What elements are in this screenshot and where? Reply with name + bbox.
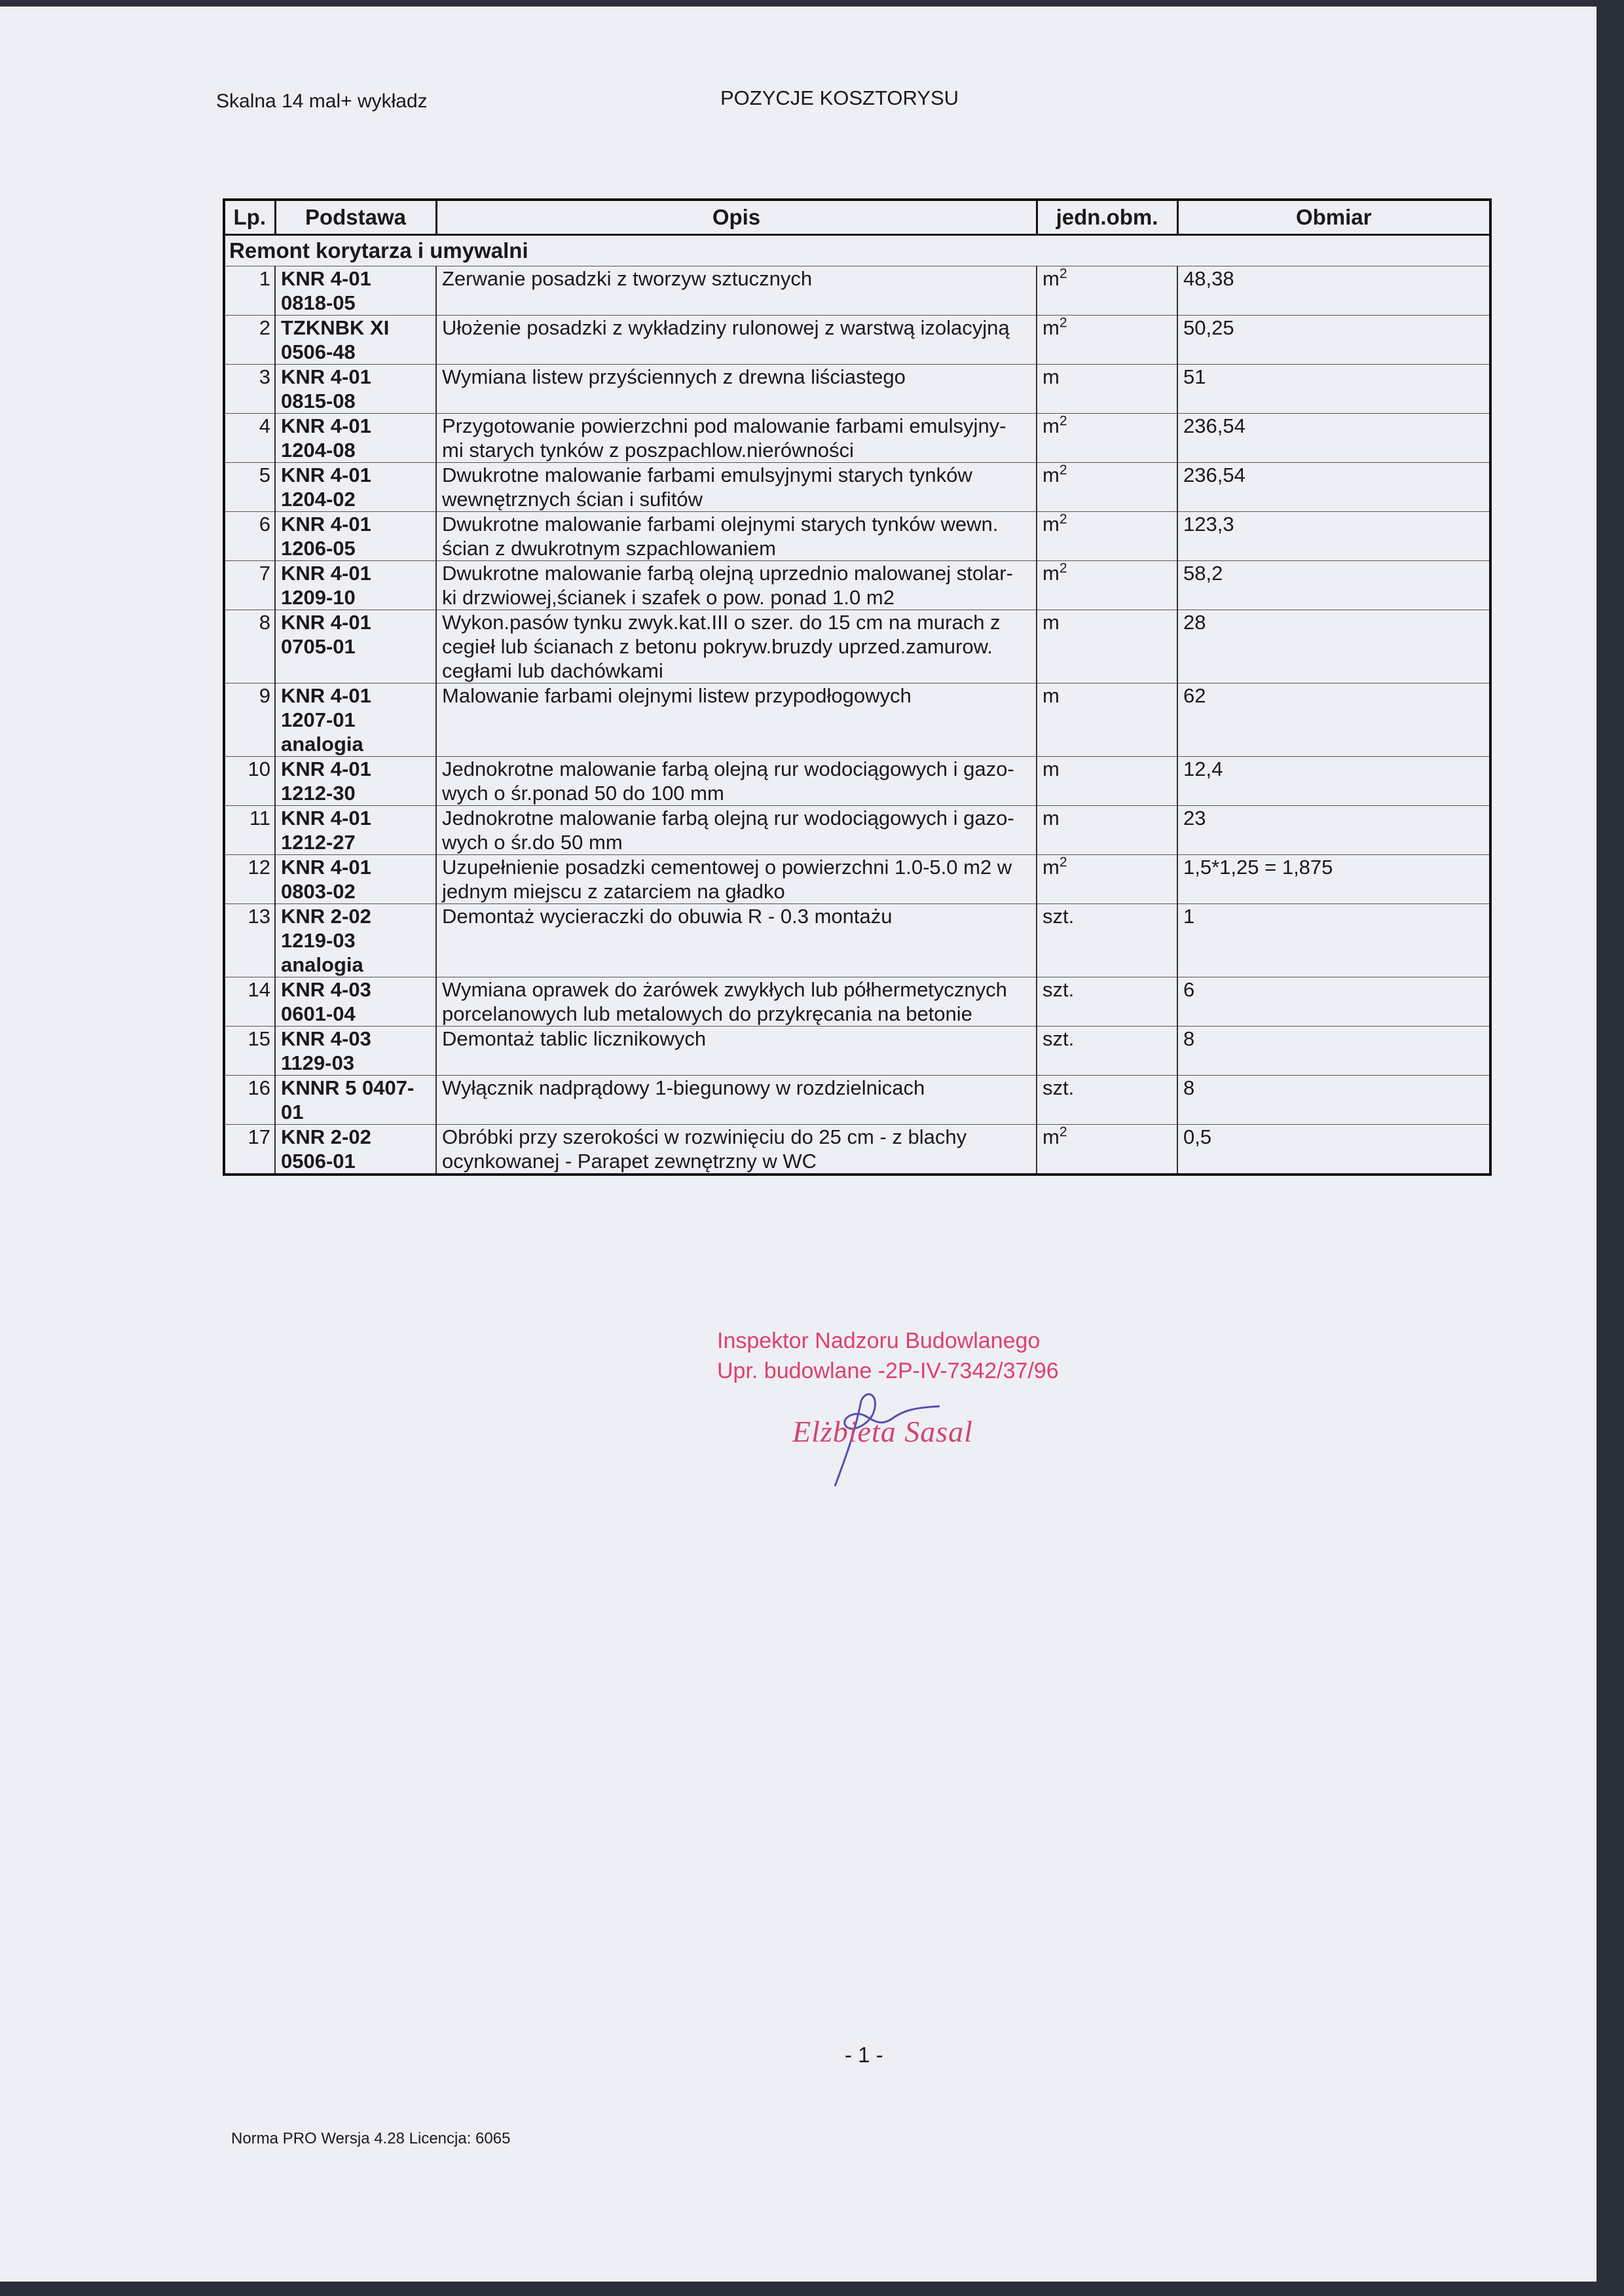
description-line: jednym miejscu z zatarciem na gładko (442, 880, 785, 903)
row-quantity: 28 (1177, 610, 1490, 683)
basis-line: 0506-48 (281, 340, 356, 363)
description-line: Demontaż tablic licznikowych (442, 1027, 707, 1050)
col-header-lp: Lp. (224, 200, 275, 235)
row-lp: 14 (224, 977, 275, 1027)
row-unit (1037, 904, 1177, 977)
description-line: Przygotowanie powierzchni pod malowanie farbami emulsyjny- (442, 414, 1006, 437)
row-description (436, 977, 1037, 1027)
document-page (0, 7, 1596, 2282)
row-basis (275, 855, 436, 904)
unit-text: m (1043, 1125, 1060, 1148)
row-unit (1037, 512, 1177, 561)
row-quantity: 23 (1177, 806, 1490, 855)
row-lp: 9 (224, 683, 275, 757)
basis-line: analogia (281, 733, 363, 756)
description-line: Wymiana oprawek do żarówek zwykłych lub półhermetycznych (442, 978, 1007, 1001)
row-description (436, 683, 1037, 757)
table-row (224, 561, 1490, 610)
basis-line: KNR 4-01 (281, 464, 371, 486)
unit-superscript: 2 (1059, 560, 1067, 576)
row-quantity: 123,3 (1177, 512, 1490, 561)
row-description (436, 463, 1037, 512)
row-description (436, 414, 1037, 463)
row-unit (1037, 266, 1177, 316)
basis-line: 1212-27 (281, 831, 356, 854)
table-row (224, 414, 1490, 463)
row-description (436, 855, 1037, 904)
row-description (436, 806, 1037, 855)
table-row (224, 683, 1490, 757)
table-row (224, 855, 1490, 904)
unit-text: m (1043, 316, 1060, 339)
row-quantity: 48,38 (1177, 266, 1490, 316)
unit-text: szt. (1043, 905, 1075, 928)
row-lp: 16 (224, 1076, 275, 1125)
basis-line: 0818-05 (281, 291, 356, 314)
row-lp: 10 (224, 757, 275, 806)
basis-line: 1129-03 (281, 1051, 355, 1074)
row-basis (275, 1027, 436, 1076)
row-lp: 12 (224, 855, 275, 904)
basis-line: KNR 4-01 (281, 414, 371, 437)
row-basis (275, 904, 436, 977)
row-quantity: 62 (1177, 683, 1490, 757)
basis-line: 0601-04 (281, 1002, 356, 1025)
unit-text: m (1043, 562, 1060, 585)
row-quantity: 8 (1177, 1076, 1490, 1125)
basis-line: KNR 4-01 (281, 757, 371, 780)
basis-line: 1204-08 (281, 439, 356, 462)
row-unit (1037, 1027, 1177, 1076)
table-row (224, 266, 1490, 316)
basis-line: KNR 4-01 (281, 562, 371, 585)
row-lp: 11 (224, 806, 275, 855)
row-lp: 13 (224, 904, 275, 977)
description-line: ścian z dwukrotnym szpachlowaniem (442, 537, 776, 560)
row-description (436, 1027, 1037, 1076)
estimate-name: Skalna 14 mal+ wykładz (216, 90, 428, 112)
row-lp: 2 (224, 316, 275, 365)
description-line: Dwukrotne malowanie farbą olejną uprzednio malowanej stolar- (442, 562, 1013, 585)
basis-line: KNR 2-02 (281, 1125, 371, 1148)
basis-line: 0815-08 (281, 390, 356, 412)
row-lp: 15 (224, 1027, 275, 1076)
row-unit (1037, 365, 1177, 414)
basis-line: 1204-02 (281, 488, 356, 511)
description-line: porcelanowych lub metalowych do przykręcania na betonie (442, 1002, 972, 1025)
table-row (224, 610, 1490, 683)
section-title: Remont korytarza i umywalni (224, 235, 1490, 266)
row-description (436, 904, 1037, 977)
row-lp: 3 (224, 365, 275, 414)
description-line: Wykon.pasów tynku zwyk.kat.III o szer. do 15 cm na murach z (442, 611, 1001, 634)
table-row (224, 512, 1490, 561)
description-line: wewnętrznych ścian i sufitów (442, 488, 703, 511)
unit-superscript: 2 (1059, 315, 1067, 331)
row-quantity: 236,54 (1177, 414, 1490, 463)
unit-superscript: 2 (1059, 462, 1067, 478)
unit-text: m (1043, 757, 1060, 780)
unit-superscript: 2 (1059, 266, 1067, 282)
basis-line: KNR 4-01 (281, 684, 371, 707)
description-line: Ułożenie posadzki z wykładziny rulonowej z warstwą izolacyjną (442, 316, 1010, 339)
table-row (224, 1125, 1490, 1175)
row-basis (275, 806, 436, 855)
basis-line: 0506-01 (281, 1150, 356, 1173)
table-row (224, 1076, 1490, 1125)
row-basis (275, 561, 436, 610)
row-lp: 17 (224, 1125, 275, 1175)
table-row (224, 904, 1490, 977)
row-lp: 5 (224, 463, 275, 512)
description-line: Malowanie farbami olejnymi listew przypodłogowych (442, 684, 912, 707)
unit-text: m (1043, 611, 1060, 634)
row-basis (275, 414, 436, 463)
basis-line: 0705-01 (281, 635, 356, 658)
document-title: POZYCJE KOSZTORYSU (720, 86, 959, 109)
description-line: Zerwanie posadzki z tworzyw sztucznych (442, 267, 813, 290)
row-basis (275, 977, 436, 1027)
basis-line: 01 (281, 1101, 304, 1123)
basis-line: 1209-10 (281, 586, 356, 609)
basis-line: KNR 4-01 (281, 513, 371, 536)
unit-superscript: 2 (1059, 511, 1067, 527)
row-basis (275, 610, 436, 683)
row-unit (1037, 1076, 1177, 1125)
row-unit (1037, 561, 1177, 610)
table-row (224, 1027, 1490, 1076)
row-quantity: 50,25 (1177, 316, 1490, 365)
row-description (436, 561, 1037, 610)
basis-line: KNR 4-01 (281, 856, 371, 879)
row-quantity: 1,5*1,25 = 1,875 (1177, 855, 1490, 904)
description-line: ocynkowanej - Parapet zewnętrzny w WC (442, 1150, 817, 1173)
table-row (224, 365, 1490, 414)
table-header-row (224, 200, 1490, 235)
row-unit (1037, 855, 1177, 904)
table-row (224, 977, 1490, 1027)
unit-superscript: 2 (1059, 1124, 1067, 1140)
col-header-quantity: Obmiar (1177, 200, 1490, 235)
row-quantity: 8 (1177, 1027, 1490, 1076)
cost-estimate-table (223, 198, 1492, 1176)
unit-text: m (1043, 684, 1060, 707)
row-quantity: 0,5 (1177, 1125, 1490, 1175)
row-quantity: 236,54 (1177, 463, 1490, 512)
row-description (436, 365, 1037, 414)
col-header-basis: Podstawa (275, 200, 436, 235)
basis-line: KNNR 5 0407- (281, 1076, 415, 1099)
section-row (224, 235, 1490, 266)
description-line: cegieł lub ścianach z betonu pokryw.bruzdy uprzed.zamurow. (442, 635, 993, 658)
row-lp: 7 (224, 561, 275, 610)
basis-line: KNR 4-01 (281, 807, 371, 829)
description-line: cegłami lub dachówkami (442, 659, 663, 682)
row-basis (275, 1076, 436, 1125)
row-quantity: 12,4 (1177, 757, 1490, 806)
basis-line: 1207-01 (281, 708, 356, 731)
row-description (436, 266, 1037, 316)
basis-line: KNR 2-02 (281, 905, 371, 928)
row-lp: 1 (224, 266, 275, 316)
unit-text: m (1043, 414, 1060, 437)
row-unit (1037, 1125, 1177, 1175)
description-line: Jednokrotne malowanie farbą olejną rur wodociągowych i gazo- (442, 807, 1014, 829)
row-lp: 6 (224, 512, 275, 561)
unit-text: m (1043, 807, 1060, 829)
row-basis (275, 757, 436, 806)
row-basis (275, 463, 436, 512)
unit-superscript: 2 (1059, 854, 1067, 870)
unit-text: m (1043, 464, 1060, 486)
row-basis (275, 266, 436, 316)
basis-line: analogia (281, 953, 363, 976)
stamp-signature-name: Elżbieta Sasal (792, 1415, 973, 1448)
row-description (436, 757, 1037, 806)
description-line: wych o śr.do 50 mm (442, 831, 623, 854)
row-unit (1037, 683, 1177, 757)
basis-line: TZKNBK XI (281, 316, 390, 339)
row-quantity: 6 (1177, 977, 1490, 1027)
description-line: Jednokrotne malowanie farbą olejną rur wodociągowych i gazo- (442, 757, 1014, 780)
row-lp: 4 (224, 414, 275, 463)
description-line: Dwukrotne malowanie farbami olejnymi starych tynków wewn. (442, 513, 999, 536)
basis-line: 1219-03 (281, 929, 356, 952)
col-header-description: Opis (436, 200, 1037, 235)
basis-line: KNR 4-01 (281, 267, 371, 290)
description-line: Wyłącznik nadprądowy 1-biegunowy w rozdzielnicach (442, 1076, 925, 1099)
inspector-stamp (717, 1326, 1059, 1386)
row-quantity: 51 (1177, 365, 1490, 414)
description-line: Uzupełnienie posadzki cementowej o powierzchni 1.0-5.0 m2 w (442, 856, 1012, 879)
basis-line: 1206-05 (281, 537, 356, 560)
row-lp: 8 (224, 610, 275, 683)
row-description (436, 1076, 1037, 1125)
unit-text: szt. (1043, 978, 1075, 1001)
table-row (224, 463, 1490, 512)
description-line: ki drzwiowej,ścianek i szafek o pow. ponad 1.0 m2 (442, 586, 895, 609)
row-quantity: 58,2 (1177, 561, 1490, 610)
row-unit (1037, 757, 1177, 806)
basis-line: KNR 4-01 (281, 611, 371, 634)
basis-line: 1212-30 (281, 782, 356, 805)
basis-line: KNR 4-03 (281, 978, 371, 1001)
description-line: Demontaż wycieraczki do obuwia R - 0.3 montażu (442, 905, 893, 928)
description-line: wych o śr.ponad 50 do 100 mm (442, 782, 724, 805)
row-unit (1037, 414, 1177, 463)
unit-text: m (1043, 513, 1060, 536)
row-unit (1037, 463, 1177, 512)
table-row (224, 806, 1490, 855)
row-description (436, 1125, 1037, 1175)
description-line: Obróbki przy szerokości w rozwinięciu do 25 cm - z blachy (442, 1125, 967, 1148)
row-description (436, 316, 1037, 365)
row-basis (275, 316, 436, 365)
row-unit (1037, 977, 1177, 1027)
row-basis (275, 512, 436, 561)
basis-line: KNR 4-01 (281, 365, 371, 388)
table-row (224, 316, 1490, 365)
row-description (436, 610, 1037, 683)
table-row (224, 757, 1490, 806)
row-basis (275, 683, 436, 757)
row-unit (1037, 610, 1177, 683)
description-line: Dwukrotne malowanie farbami emulsyjnymi starych tynków (442, 464, 972, 486)
page-number: - 1 - (845, 2043, 883, 2067)
basis-line: KNR 4-03 (281, 1027, 371, 1050)
row-unit (1037, 806, 1177, 855)
unit-text: szt. (1043, 1076, 1075, 1099)
unit-text: m (1043, 365, 1060, 388)
row-quantity: 1 (1177, 904, 1490, 977)
row-description (436, 512, 1037, 561)
software-footer: Norma PRO Wersja 4.28 Licencja: 6065 (231, 2130, 511, 2147)
description-line: mi starych tynków z poszpachlow.nierówności (442, 439, 854, 462)
unit-text: m (1043, 267, 1060, 290)
row-unit (1037, 316, 1177, 365)
stamp-line-title: Inspektor Nadzoru Budowlanego (717, 1328, 1041, 1353)
basis-line: 0803-02 (281, 880, 356, 903)
unit-text: szt. (1043, 1027, 1075, 1050)
col-header-unit: jedn.obm. (1037, 200, 1177, 235)
unit-superscript: 2 (1059, 413, 1067, 429)
stamp-line-license: Upr. budowlane -2P-IV-7342/37/96 (717, 1358, 1059, 1383)
unit-text: m (1043, 856, 1060, 879)
description-line: Wymiana listew przyściennych z drewna liściastego (442, 365, 906, 388)
row-basis (275, 365, 436, 414)
row-basis (275, 1125, 436, 1175)
